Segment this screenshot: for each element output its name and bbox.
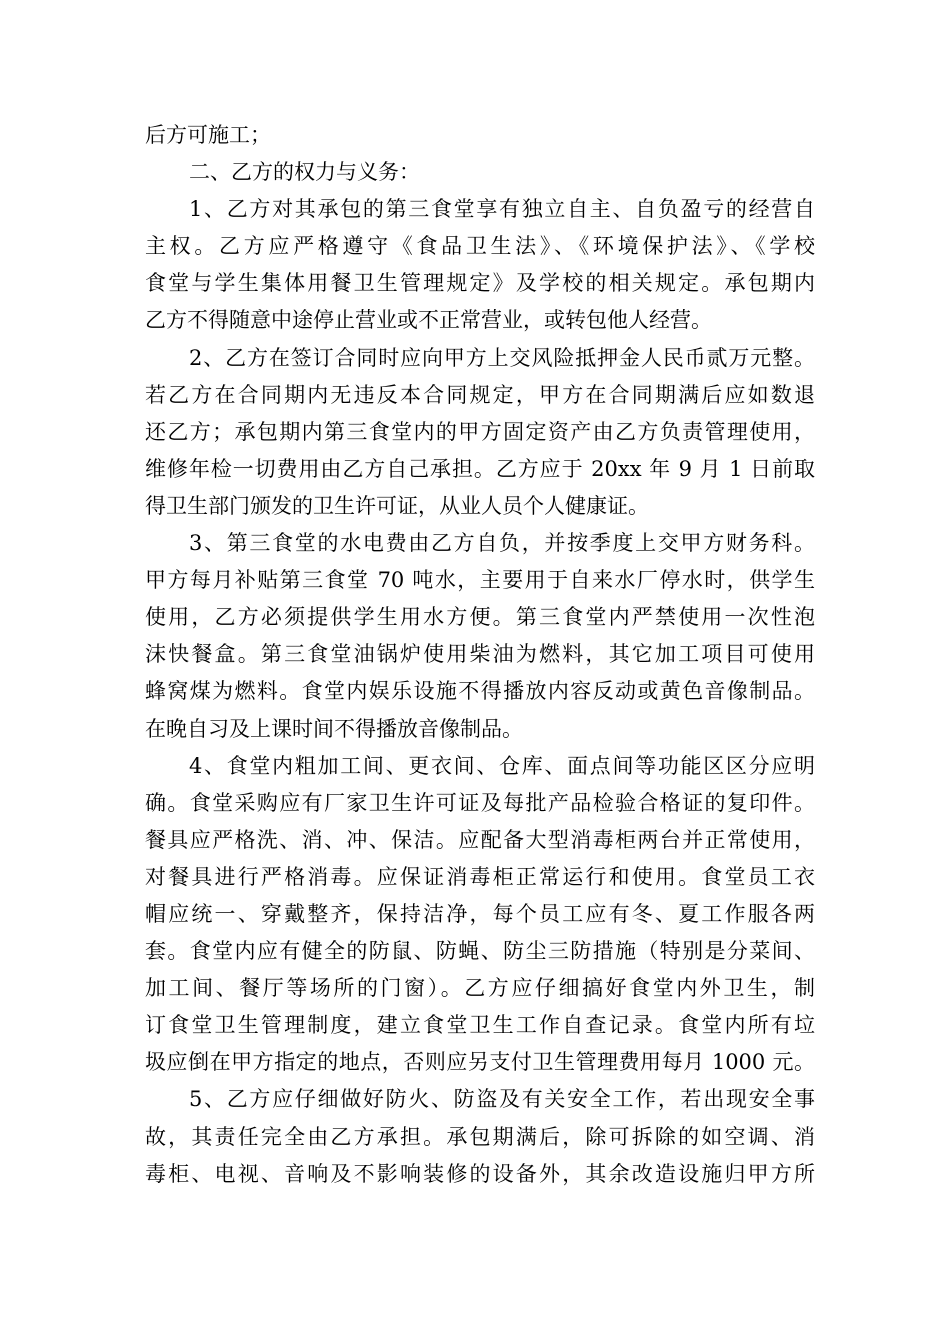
text-line: 3、第三食堂的水电费由乙方自负，并按季度上交甲方财务科。 [189,531,815,556]
text-line: 后方可施工； [145,123,271,147]
text-line: 故，其责任完全由乙方承担。承包期满后，除可拆除的如空调、消 [145,1124,815,1149]
text-line: 1、乙方对其承包的第三食堂享有独立自主、自负盈亏的经营自 [189,197,815,222]
text-line: 毒柜、电视、音响及不影响装修的设备外，其余改造设施归甲方所 [145,1161,815,1186]
text-line: 得卫生部门颁发的卫生许可证，从业人员个人健康证。 [145,493,649,518]
text-line: 餐具应严格洗、消、冲、保洁。应配备大型消毒柜两台并正常使用， [145,827,815,852]
text-line: 帽应统一、穿戴整齐，保持洁净，每个员工应有冬、夏工作服各两 [145,901,815,926]
text-line: 4、食堂内粗加工间、更衣间、仓库、面点间等功能区区分应明 [189,753,815,778]
text-line: 还乙方；承包期内第三食堂内的甲方固定资产由乙方负责管理使用， [145,419,815,444]
text-line: 圾应倒在甲方指定的地点，否则应另支付卫生管理费用每月 1000 元。 [145,1050,815,1075]
text-line: 沫快餐盒。第三食堂油锅炉使用柴油为燃料，其它加工项目可使用 [145,642,815,667]
text-line: 甲方每月补贴第三食堂 70 吨水，主要用于自来水厂停水时，供学生 [145,568,815,593]
text-line: 二、乙方的权力与义务： [189,160,420,185]
text-line: 蜂窝煤为燃料。食堂内娱乐设施不得播放内容反动或黄色音像制品。 [145,679,815,704]
contract-body-text [145,117,815,1193]
text-line: 订食堂卫生管理制度，建立食堂卫生工作自查记录。食堂内所有垃 [145,1013,815,1038]
text-line: 5、乙方应仔细做好防火、防盗及有关安全工作，若出现安全事 [189,1087,815,1112]
text-line: 使用，乙方必须提供学生用水方便。第三食堂内严禁使用一次性泡 [145,605,815,630]
text-line: 维修年检一切费用由乙方自己承担。乙方应于 20xx 年 9 月 1 日前取 [145,456,815,481]
text-line: 乙方不得随意中途停止营业或不正常营业，或转包他人经营。 [145,308,712,333]
text-line: 套。食堂内应有健全的防鼠、防蝇、防尘三防措施（特别是分菜间、 [145,939,815,964]
text-line: 在晚自习及上课时间不得播放音像制品。 [145,716,523,741]
text-line: 若乙方在合同期内无违反本合同规定，甲方在合同期满后应如数退 [145,382,815,407]
text-line: 加工间、餐厅等场所的门窗）。乙方应仔细搞好食堂内外卫生，制 [145,976,815,1001]
text-line: 食堂与学生集体用餐卫生管理规定》及学校的相关规定。承包期内 [145,271,815,296]
text-line: 主权。乙方应严格遵守《食品卫生法》、《环境保护法》、《学校 [145,234,815,259]
text-line: 对餐具进行严格消毒。应保证消毒柜正常运行和使用。食堂员工衣 [145,864,815,889]
text-line: 2、乙方在签订合同时应向甲方上交风险抵押金人民币贰万元整。 [189,345,815,370]
text-line: 确。食堂采购应有厂家卫生许可证及每批产品检验合格证的复印件。 [145,790,815,815]
